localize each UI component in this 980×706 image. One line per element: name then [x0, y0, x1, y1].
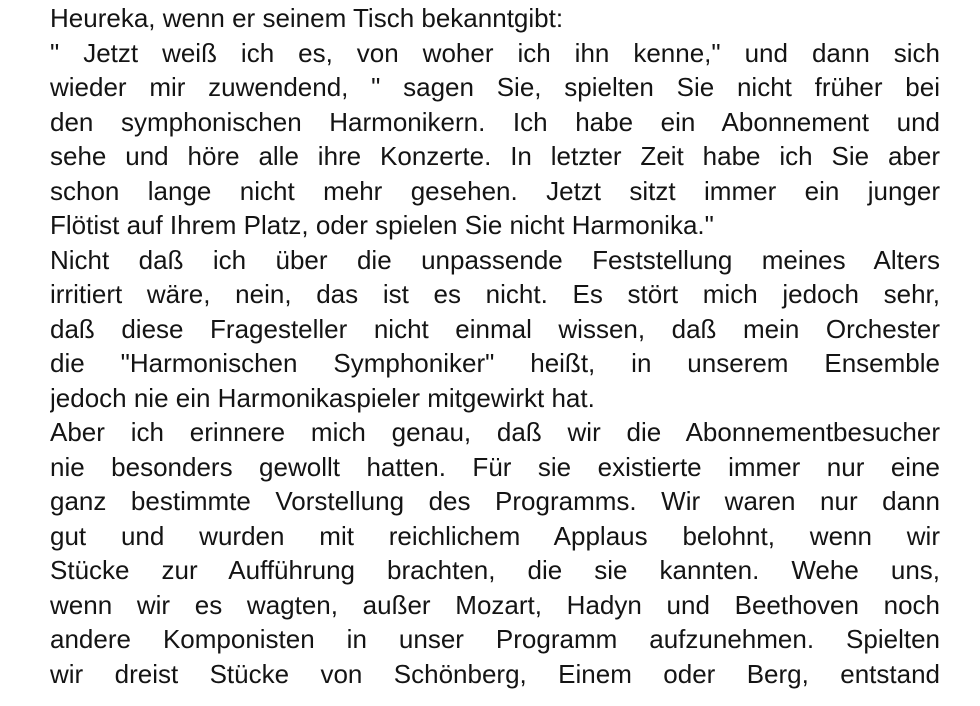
text-line: Flötist auf Ihrem Platz, oder spielen Sie nicht Harmonika." [50, 210, 714, 240]
document-page [50, 0, 940, 706]
text-line: ganz bestimmte Vorstellung des Programms. Wir waren nur dann [50, 486, 940, 516]
paragraph [50, 243, 940, 416]
text-line: jedoch nie ein Harmonikaspieler mitgewirkt hat. [50, 382, 595, 413]
paragraph [50, 415, 940, 691]
text-line: Heureka, wenn er seinem Tisch bekanntgibt: [50, 3, 564, 33]
text-line: daß diese Fragesteller nicht einmal wissen, daß mein Orchester [50, 313, 940, 344]
text-line: Stücke zur Aufführung brachten, die sie kannten. Wehe uns, [50, 555, 940, 585]
text-line: gut und wurden mit reichlichem Applaus belohnt, wenn wir [50, 520, 940, 551]
text-line: nie besonders gewollt hatten. Für sie existierte immer nur eine [50, 451, 940, 482]
text-line: wenn wir es wagten, außer Mozart, Hadyn und Beethoven noch [50, 589, 940, 620]
text-line: sehe und höre alle ihre Konzerte. In letzter Zeit habe ich Sie aber [50, 141, 940, 171]
text-line: schon lange nicht mehr gesehen. Jetzt sitzt immer ein junger [50, 175, 940, 206]
text-line: wir dreist Stücke von Schönberg, Einem oder Berg, entstand [50, 658, 940, 689]
text-line: Aber ich erinnere mich genau, daß wir die Abonnementbesucher [50, 417, 940, 447]
text-line: andere Komponisten in unser Programm aufzunehmen. Spielten [50, 624, 940, 654]
text-line: Nicht daß ich über die unpassende Feststellung meines Alters [50, 244, 940, 275]
text-line: die "Harmonischen Symphoniker" heißt, in unserem Ensemble [50, 348, 940, 378]
text-line: wieder mir zuwendend, " sagen Sie, spielten Sie nicht früher bei [50, 72, 940, 102]
text-line: irritiert wäre, nein, das ist es nicht. Es stört mich jedoch sehr, [50, 279, 940, 309]
paragraph [50, 1, 940, 243]
text-line: den symphonischen Harmonikern. Ich habe ein Abonnement und [50, 106, 940, 137]
text-line: " Jetzt weiß ich es, von woher ich ihn kenne," und dann sich [50, 37, 940, 68]
